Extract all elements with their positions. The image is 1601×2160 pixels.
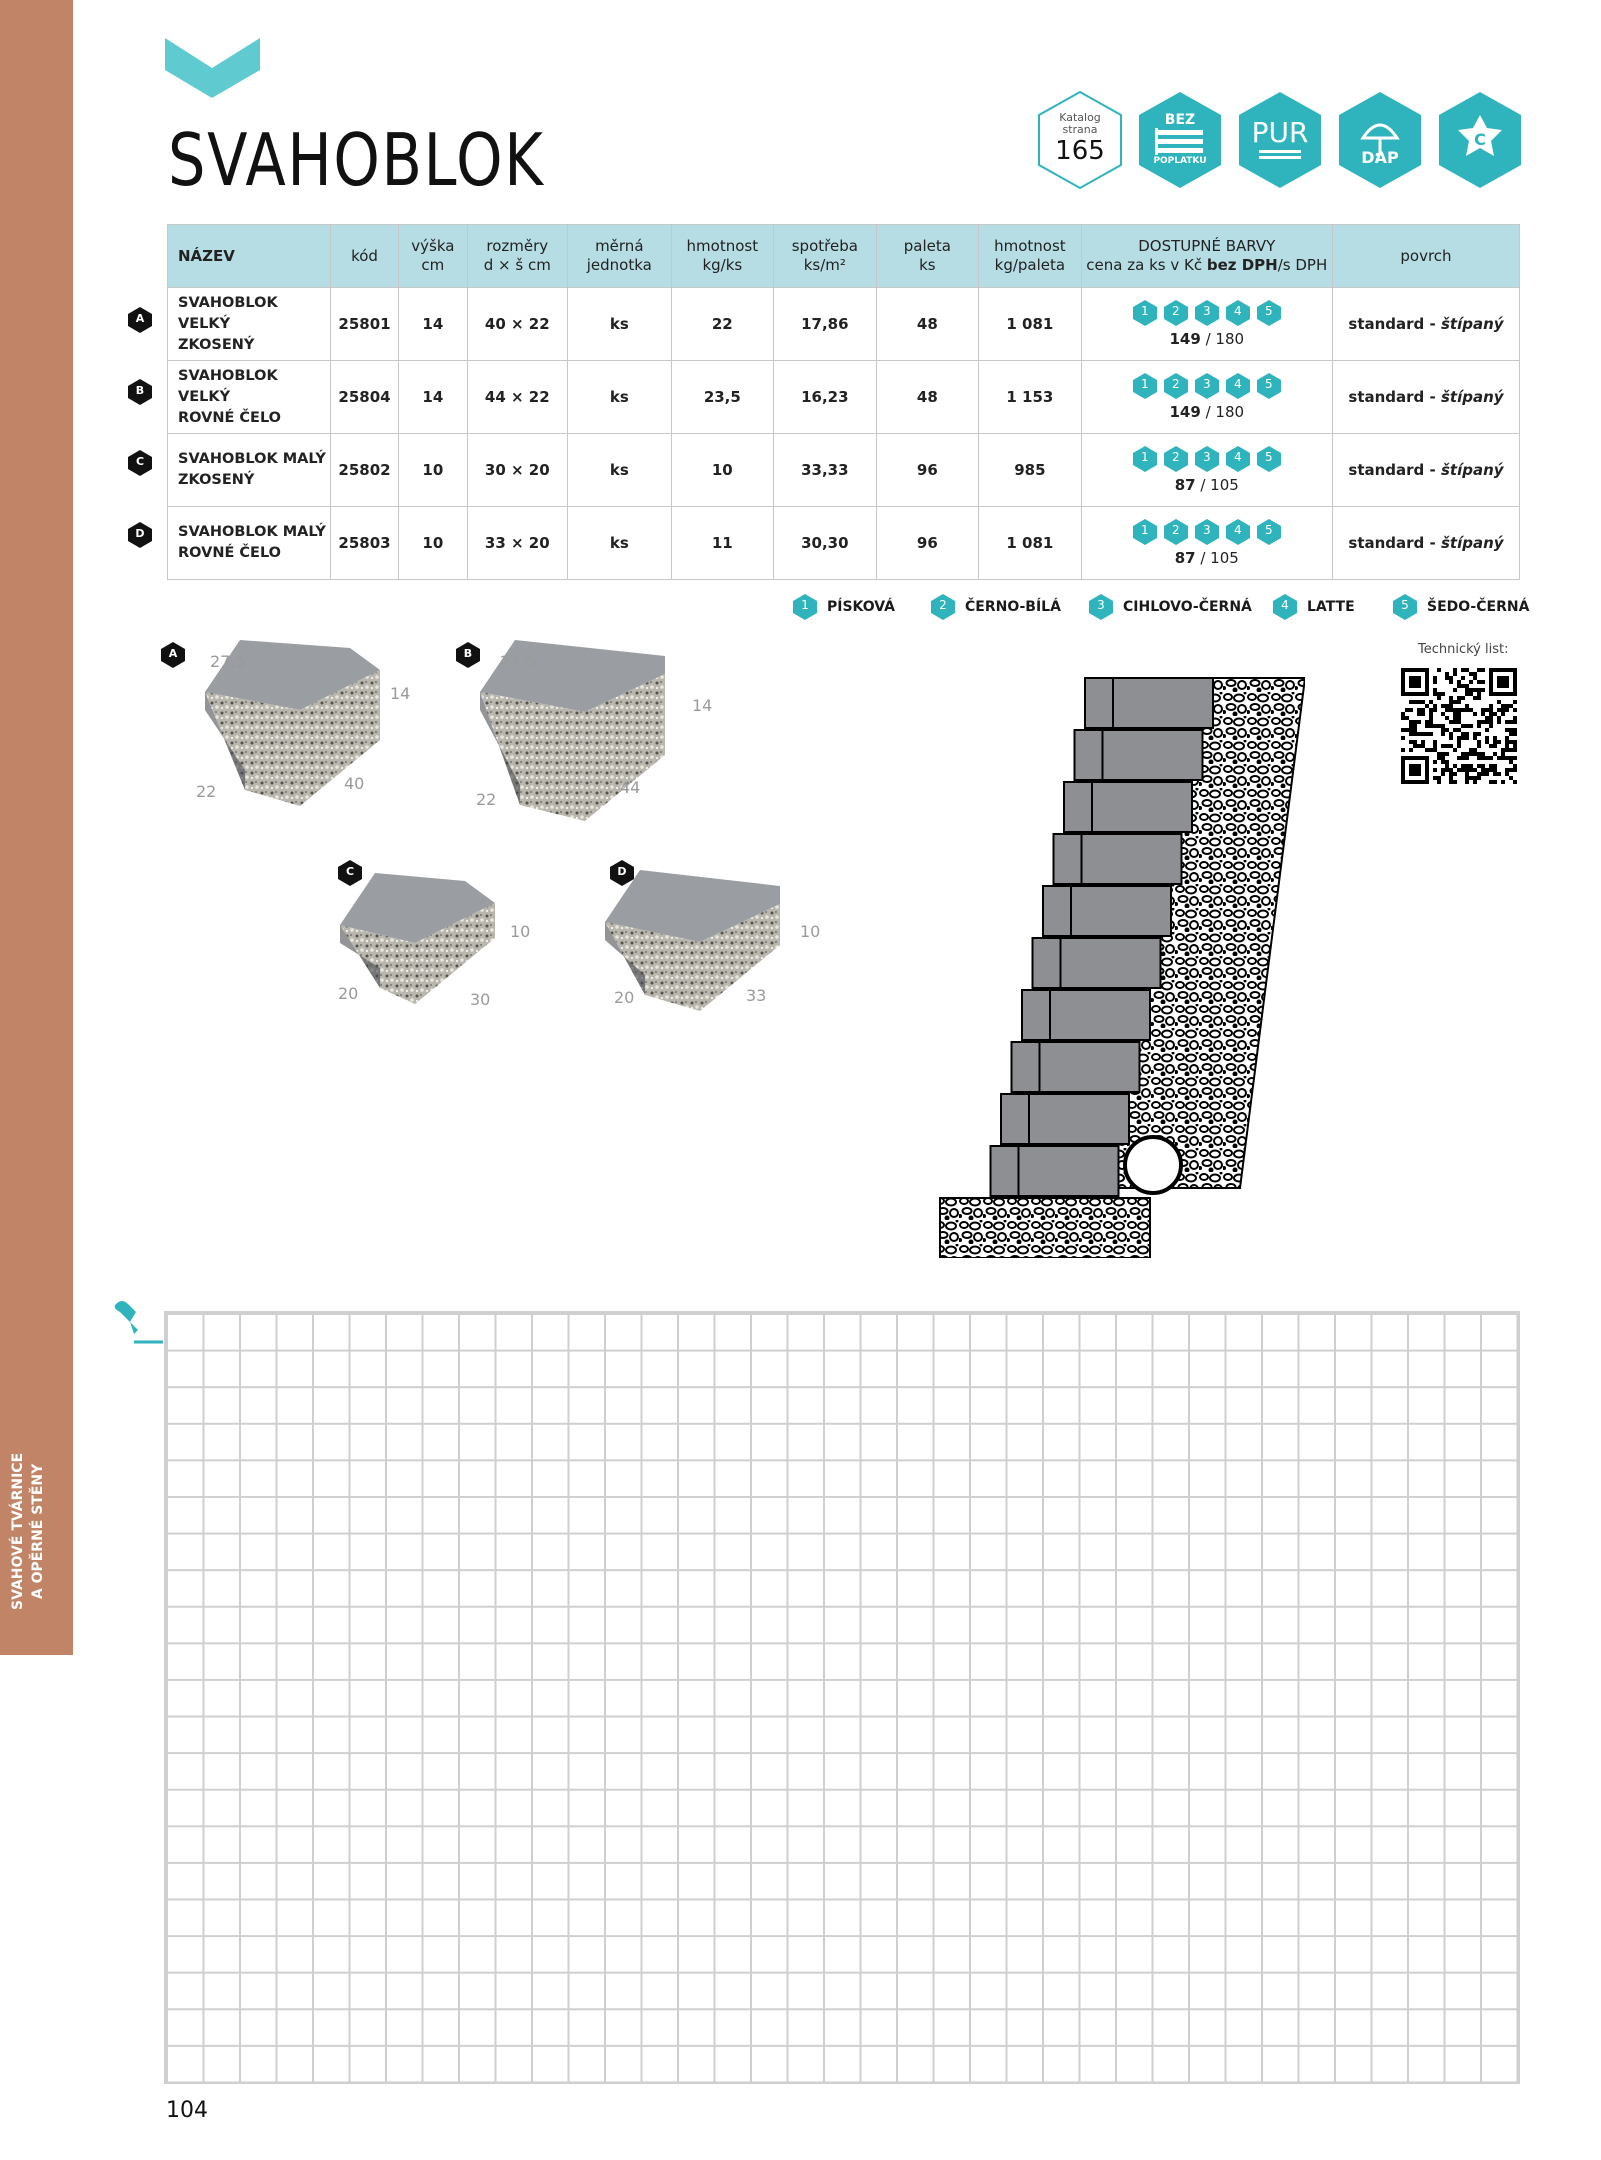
header-pallet-weight: hmotnost kg/paleta <box>979 225 1082 288</box>
product-marker-b: B <box>455 642 481 668</box>
wall-block <box>1085 678 1213 728</box>
badge-group <box>1035 90 1525 190</box>
product-marker-a: A <box>160 642 186 668</box>
dimension-label: 20 <box>614 988 635 1007</box>
cell-usage: 16,23 <box>774 361 877 434</box>
color-5-badge: 5 <box>1256 519 1282 545</box>
dimension-label: 30 <box>470 990 491 1009</box>
dimension-label: 22 <box>196 782 217 801</box>
cell-colors: 1 2 3 4 5 149 / 180 <box>1081 361 1332 434</box>
legend-item <box>1088 593 1252 621</box>
cell-usage: 33,33 <box>774 434 877 507</box>
color-3-badge: 3 <box>1194 519 1220 545</box>
chevron-icon <box>165 38 260 98</box>
color-2-badge: 2 <box>1163 519 1189 545</box>
header-dims: rozměry d × š cm <box>467 225 568 288</box>
color-2-badge: 2 <box>1163 446 1189 472</box>
header-usage: spotřeba ks/m² <box>774 225 877 288</box>
cell-code: 25804 <box>330 361 398 434</box>
color-3-badge: 3 <box>1194 373 1220 399</box>
catalog-badge-label-2: strana <box>1062 123 1098 136</box>
color-4-badge: 4 <box>1225 373 1251 399</box>
dimension-label: 14 <box>390 684 411 703</box>
cell-code: 25803 <box>330 507 398 580</box>
legend-label: CIHLOVO-ČERNÁ <box>1123 599 1252 615</box>
table-header-row <box>168 225 1520 288</box>
cell-name: SVAHOBLOK MALÝ ROVNÉ ČELO <box>168 507 331 580</box>
no-fee-badge-bottom: POPLATKU <box>1153 156 1207 166</box>
wall-block <box>991 1146 1119 1196</box>
cell-height: 14 <box>399 361 467 434</box>
color-3-badge: 3 <box>1194 300 1220 326</box>
cell-pallet-weight: 1 081 <box>979 288 1082 361</box>
wall-block <box>1001 1094 1129 1144</box>
dimension-label: 22 <box>476 790 497 809</box>
dimension-label: 27,5 <box>210 652 246 671</box>
color-1-badge: 1 <box>1132 300 1158 326</box>
cell-height: 10 <box>399 434 467 507</box>
qr-code[interactable] <box>1401 668 1517 784</box>
page-number: 104 <box>166 2098 208 2123</box>
cell-surface: standard - štípaný <box>1332 507 1519 580</box>
table-row <box>168 507 1520 580</box>
header-code: kód <box>330 225 398 288</box>
color-5-badge: 5 <box>1256 373 1282 399</box>
pur-badge-label: PUR <box>1251 116 1309 149</box>
pen-icon <box>108 1298 163 1350</box>
legend-badge: 4 <box>1272 594 1298 620</box>
dimension-label: 14 <box>692 696 713 715</box>
cell-dims: 44 × 22 <box>467 361 568 434</box>
header-pallet: paleta ks <box>876 225 979 288</box>
notes-grid <box>164 1311 1520 2084</box>
row-marker-c: C <box>127 450 153 476</box>
color-5-badge: 5 <box>1256 446 1282 472</box>
header-height: výška cm <box>399 225 467 288</box>
wall-block <box>1075 730 1203 780</box>
table-row <box>168 288 1520 361</box>
color-1-badge: 1 <box>1132 446 1158 472</box>
cell-usage: 30,30 <box>774 507 877 580</box>
cell-dims: 30 × 20 <box>467 434 568 507</box>
cell-weight: 11 <box>671 507 774 580</box>
cell-dims: 33 × 20 <box>467 507 568 580</box>
row-marker-b: B <box>127 379 153 405</box>
wall-block <box>1022 990 1150 1040</box>
cell-pallet: 96 <box>876 507 979 580</box>
color-3-badge: 3 <box>1194 446 1220 472</box>
cell-weight: 23,5 <box>671 361 774 434</box>
dimension-label: 10 <box>510 922 531 941</box>
legend-item <box>930 593 1061 621</box>
dimension-label: 10 <box>800 922 821 941</box>
cell-surface: standard - štípaný <box>1332 288 1519 361</box>
color-1-badge: 1 <box>1132 373 1158 399</box>
cell-pallet-weight: 1 153 <box>979 361 1082 434</box>
legend-item <box>1392 593 1529 621</box>
catalog-badge-label-1: Katalog <box>1059 111 1101 124</box>
wall-block <box>1064 782 1192 832</box>
pur-badge <box>1235 90 1325 190</box>
color-2-badge: 2 <box>1163 373 1189 399</box>
header-colors: DOSTUPNÉ BARVY cena za ks v Kč bez DPH/s DPH <box>1081 225 1332 288</box>
qr-label: Technický list: <box>1418 642 1509 657</box>
cell-weight: 10 <box>671 434 774 507</box>
cell-code: 25802 <box>330 434 398 507</box>
dimension-label: 44 <box>620 778 641 797</box>
no-fee-badge-top: BEZ <box>1164 112 1196 128</box>
no-fee-badge <box>1135 90 1225 190</box>
cell-colors: 1 2 3 4 5 149 / 180 <box>1081 288 1332 361</box>
side-label-line-1: SVAHOVÉ TVÁRNICE <box>10 1452 26 1610</box>
dimension-label: 33 <box>746 986 767 1005</box>
cell-dims: 40 × 22 <box>467 288 568 361</box>
cell-height: 14 <box>399 288 467 361</box>
wall-block <box>1043 886 1171 936</box>
cell-pallet-weight: 985 <box>979 434 1082 507</box>
row-marker-a: A <box>127 307 153 333</box>
retaining-wall-section-drawing <box>935 668 1305 1258</box>
side-label-line-2: A OPĚRNÉ STĚNY <box>30 1463 46 1600</box>
cell-unit: ks <box>568 434 672 507</box>
legend-badge: 5 <box>1392 594 1418 620</box>
cell-unit: ks <box>568 361 672 434</box>
product-marker-c: C <box>337 860 363 886</box>
header-surface: povrch <box>1332 225 1519 288</box>
cell-weight: 22 <box>671 288 774 361</box>
cell-unit: ks <box>568 507 672 580</box>
catalog-page-badge[interactable] <box>1035 90 1125 190</box>
dimension-label: 27,5 <box>500 652 536 671</box>
header-weight: hmotnost kg/ks <box>671 225 774 288</box>
cell-name: SVAHOBLOK MALÝ ZKOSENÝ <box>168 434 331 507</box>
dimension-label: 40 <box>344 774 365 793</box>
cell-surface: standard - štípaný <box>1332 434 1519 507</box>
dimension-label: 20 <box>338 984 359 1003</box>
cell-height: 10 <box>399 507 467 580</box>
cell-colors: 1 2 3 4 5 87 / 105 <box>1081 434 1332 507</box>
product-marker-d: D <box>609 860 635 886</box>
legend-badge: 1 <box>792 594 818 620</box>
cell-name: SVAHOBLOK VELKÝ ROVNÉ ČELO <box>168 361 331 434</box>
page-title: SVAHOBLOK <box>168 118 545 202</box>
table-row <box>168 361 1520 434</box>
color-5-badge: 5 <box>1256 300 1282 326</box>
cell-surface: standard - štípaný <box>1332 361 1519 434</box>
header-unit: měrná jednotka <box>568 225 672 288</box>
section-side-tab <box>0 0 73 1655</box>
legend-label: LATTE <box>1307 599 1355 615</box>
catalog-page-number: 165 <box>1055 136 1105 166</box>
legend-item <box>792 593 895 621</box>
color-4-badge: 4 <box>1225 300 1251 326</box>
c-badge <box>1435 90 1525 190</box>
cell-colors: 1 2 3 4 5 87 / 105 <box>1081 507 1332 580</box>
legend-label: ŠEDO-ČERNÁ <box>1427 599 1530 615</box>
cell-usage: 17,86 <box>774 288 877 361</box>
c-badge-label: C <box>1474 130 1486 149</box>
color-4-badge: 4 <box>1225 446 1251 472</box>
color-1-badge: 1 <box>1132 519 1158 545</box>
color-4-badge: 4 <box>1225 519 1251 545</box>
wall-block <box>1054 834 1182 884</box>
legend-label: ČERNO-BÍLÁ <box>965 599 1061 615</box>
cell-pallet: 48 <box>876 288 979 361</box>
wall-block <box>1012 1042 1140 1092</box>
row-marker-d: D <box>127 522 153 548</box>
dap-badge <box>1335 90 1425 190</box>
color-2-badge: 2 <box>1163 300 1189 326</box>
cell-pallet: 48 <box>876 361 979 434</box>
cell-unit: ks <box>568 288 672 361</box>
cell-pallet: 96 <box>876 434 979 507</box>
cell-code: 25801 <box>330 288 398 361</box>
product-table <box>167 224 1520 580</box>
header-name: NÁZEV <box>168 225 331 288</box>
cell-name: SVAHOBLOK VELKÝ ZKOSENÝ <box>168 288 331 361</box>
legend-label: PÍSKOVÁ <box>827 599 896 615</box>
wall-block <box>1033 938 1161 988</box>
table-row <box>168 434 1520 507</box>
cell-pallet-weight: 1 081 <box>979 507 1082 580</box>
legend-badge: 3 <box>1088 594 1114 620</box>
legend-badge: 2 <box>930 594 956 620</box>
dap-badge-label: DAP <box>1361 148 1399 167</box>
section-side-label <box>8 1420 68 1610</box>
legend-item <box>1272 593 1355 621</box>
